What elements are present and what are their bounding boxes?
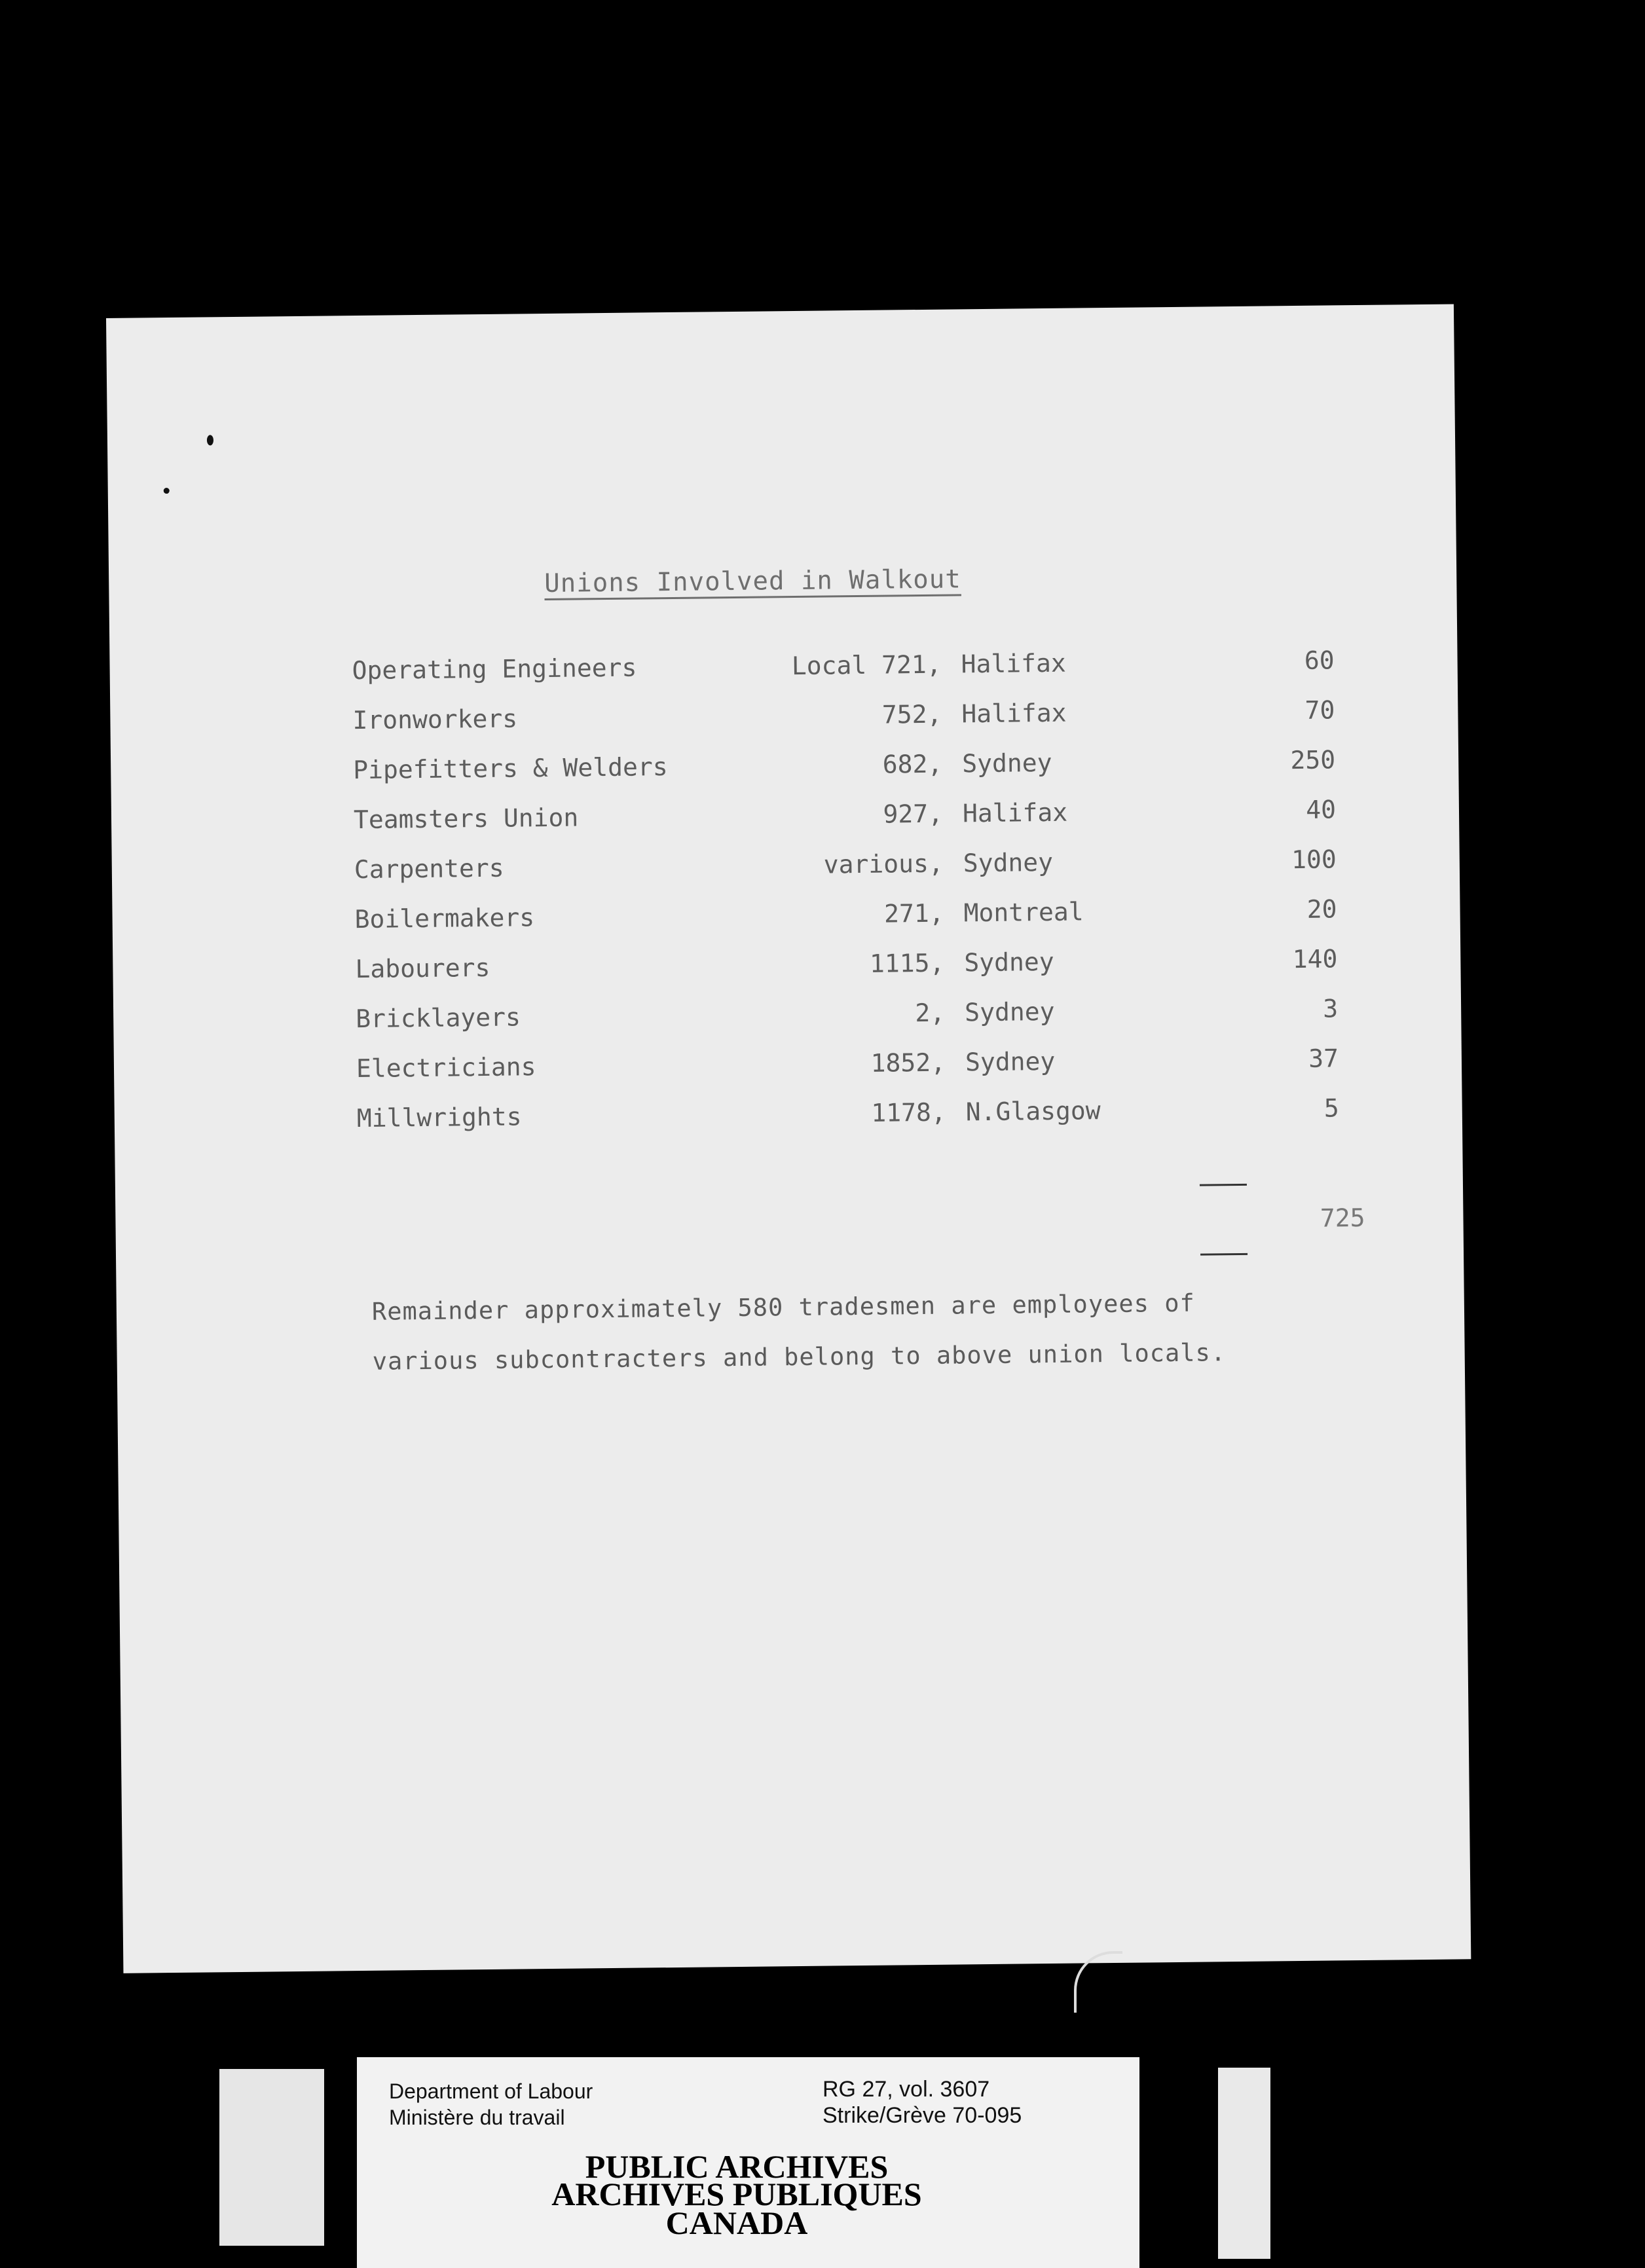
ink-speck (164, 488, 170, 494)
union-count: 60 (1304, 646, 1335, 675)
union-local: 752, (881, 699, 942, 729)
union-row (353, 745, 1362, 795)
union-name: Operating Engineers (352, 653, 637, 686)
union-row (352, 695, 1361, 745)
label-canada: CANADA (665, 2204, 808, 2241)
union-row (356, 1044, 1365, 1093)
label-archives-publiques: ARCHIVES PUBLIQUES (551, 2176, 922, 2212)
union-local: 682, (882, 749, 943, 779)
union-local: 1115, (869, 948, 945, 978)
union-name: Boilermakers (354, 903, 535, 934)
total-count: 725 (1320, 1203, 1365, 1233)
union-local: 927, (883, 799, 944, 829)
label-tab-right (1218, 2068, 1270, 2259)
document-page (106, 304, 1471, 1973)
union-name: Labourers (355, 953, 490, 984)
union-count: 37 (1308, 1044, 1339, 1073)
union-count: 100 (1291, 845, 1337, 875)
union-city: N.Glasgow (965, 1096, 1101, 1127)
union-row (355, 944, 1364, 994)
union-city: Montreal (963, 897, 1084, 928)
label-tab-left (219, 2069, 324, 2246)
note-line: Remainder approximately 580 tradesmen are employees of (371, 1289, 1195, 1326)
note-paragraph (372, 1277, 1356, 1387)
label-ref: RG 27, vol. 3607 (822, 2077, 990, 2102)
union-row (357, 1093, 1366, 1143)
union-local: Local 721, (791, 649, 942, 681)
union-count: 70 (1304, 695, 1335, 725)
union-name: Electricians (356, 1052, 536, 1084)
union-count: 20 (1306, 894, 1337, 924)
union-row (352, 646, 1361, 695)
union-city: Sydney (965, 1046, 1056, 1077)
label-dept-en: Department of Labour (389, 2079, 593, 2103)
union-local: 2, (915, 998, 946, 1028)
union-local: 271, (883, 898, 944, 928)
union-row (356, 994, 1365, 1044)
union-name: Carpenters (354, 853, 504, 885)
union-row (354, 795, 1363, 845)
label-dept-fr: Ministère du travail (389, 2106, 565, 2129)
union-city: Halifax (961, 648, 1066, 679)
total-rule-top (1200, 1184, 1247, 1186)
union-name: Ironworkers (352, 704, 518, 735)
union-name: Teamsters Union (353, 803, 579, 835)
union-city: Halifax (961, 698, 1067, 729)
label-public-archives: PUBLIC ARCHIVES (585, 2148, 889, 2185)
union-name: Millwrights (356, 1102, 522, 1133)
union-local: 1178, (871, 1097, 946, 1127)
union-city: Halifax (962, 797, 1068, 828)
union-city: Sydney (964, 997, 1055, 1027)
union-count: 3 (1323, 994, 1339, 1023)
union-count: 250 (1290, 745, 1336, 775)
document-title: Unions Involved in Walkout (544, 564, 961, 599)
union-local: 1852, (870, 1048, 946, 1078)
union-city: Sydney (961, 748, 1052, 778)
union-count: 140 (1292, 944, 1338, 974)
union-city: Sydney (963, 847, 1054, 878)
label-strike: Strike/Grève 70-095 (822, 2103, 1022, 2128)
union-count: 40 (1305, 795, 1337, 824)
union-city: Sydney (964, 947, 1054, 978)
total-rule-bottom (1200, 1253, 1248, 1256)
ink-speck (207, 435, 213, 445)
union-local: various, (823, 849, 944, 879)
union-row (354, 845, 1363, 894)
union-name: Pipefitters & Welders (353, 752, 668, 785)
union-count: 5 (1323, 1093, 1339, 1123)
union-row (354, 894, 1363, 944)
union-name: Bricklayers (355, 1002, 521, 1034)
note-line: various subcontracters and belong to above union locals. (372, 1338, 1227, 1376)
